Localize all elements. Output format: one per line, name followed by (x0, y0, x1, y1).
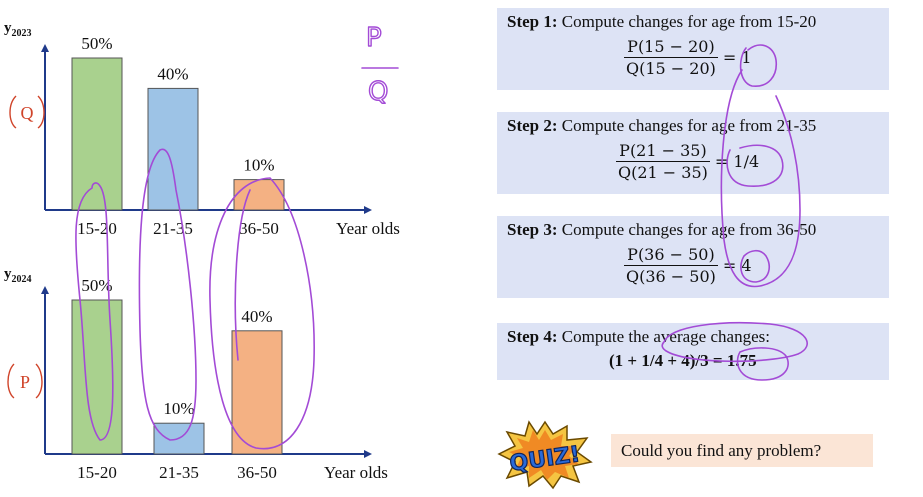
bar-1-21-35 (154, 423, 204, 454)
category-label-0-0: 15-20 (77, 219, 117, 238)
step-2-title: Step 2: Compute changes for age from 21-35 (507, 116, 817, 135)
p-label: P (19, 372, 31, 392)
ink-ratio-q: Q (368, 77, 389, 107)
bar-0-36-50 (234, 180, 284, 210)
q-label: Q (20, 103, 34, 123)
bar-1-15-20 (72, 300, 122, 454)
step-4-title: Step 4: Compute the average changes: (507, 327, 770, 346)
x-axis-arrow-0 (364, 206, 372, 214)
step-3-result: 4 (741, 256, 752, 275)
step-4-box (497, 323, 889, 380)
bar-0-15-20 (72, 58, 122, 210)
ink-ratio-p: P (366, 23, 382, 53)
bar-0-21-35 (148, 88, 198, 210)
step-3-box (497, 216, 889, 298)
data-label-1-0: 50% (81, 276, 113, 295)
step-1-formula: $\frac{P(15 - 20)}{Q(15 - 20)}$ = 1 (623, 37, 752, 78)
step-1-box (497, 8, 889, 90)
quiz-logo-text: QUIZ! (508, 442, 582, 477)
data-label-1-2: 40% (241, 306, 273, 326)
y-axis-label-1: $y_{2024}$ (4, 266, 32, 285)
data-label-1-1: 10% (163, 399, 195, 419)
step-1-result: 1 (741, 48, 752, 67)
x-axis-label-0: Year olds (336, 219, 400, 238)
y-axis-arrow-0 (41, 44, 49, 52)
category-label-0-2: 36-50 (239, 219, 279, 238)
step-1-title: Step 1: Compute changes for age from 15-20 (507, 12, 817, 31)
data-label-0-2: 10% (243, 155, 275, 175)
category-label-0-1: 21-35 (153, 219, 193, 238)
x-axis-label-1: Year olds (324, 463, 388, 482)
category-label-1-0: 15-20 (77, 463, 117, 482)
category-label-1-2: 36-50 (237, 463, 277, 482)
step-2-formula: $\frac{P(21 - 35)}{Q(21 - 35)}$ = 1/4 (615, 141, 759, 182)
step-2-denominator: Q(21 − 35) (618, 163, 708, 182)
bar-1-36-50 (232, 331, 282, 454)
step-1-denominator: Q(15 − 20) (626, 59, 716, 78)
quiz-logo-icon (497, 420, 593, 490)
step-1-numerator: P(15 − 20) (624, 37, 718, 58)
step-3-denominator: Q(36 − 50) (626, 267, 716, 286)
y-axis-label-0: $y_{2023}$ (4, 20, 32, 39)
x-axis-arrow-1 (364, 450, 372, 458)
step-2-result: 1/4 (733, 152, 760, 171)
step-2-box (497, 112, 889, 194)
y-axis-arrow-1 (41, 286, 49, 294)
step-3-numerator: P(36 − 50) (624, 245, 718, 266)
step-2-numerator: P(21 − 35) (616, 141, 710, 162)
category-label-1-1: 21-35 (159, 463, 199, 482)
step-3-title: Step 3: Compute changes for age from 36-50 (507, 220, 817, 239)
data-label-0-0: 50% (81, 34, 113, 53)
step-3-formula: $\frac{P(36 - 50)}{Q(36 - 50)}$ = 4 (623, 245, 752, 286)
quiz-question: Could you find any problem? (611, 434, 873, 467)
step-4-average-expression: (1 + 1/4 + 4)/3 = 1.75 (609, 351, 757, 370)
data-label-0-1: 40% (157, 64, 189, 84)
